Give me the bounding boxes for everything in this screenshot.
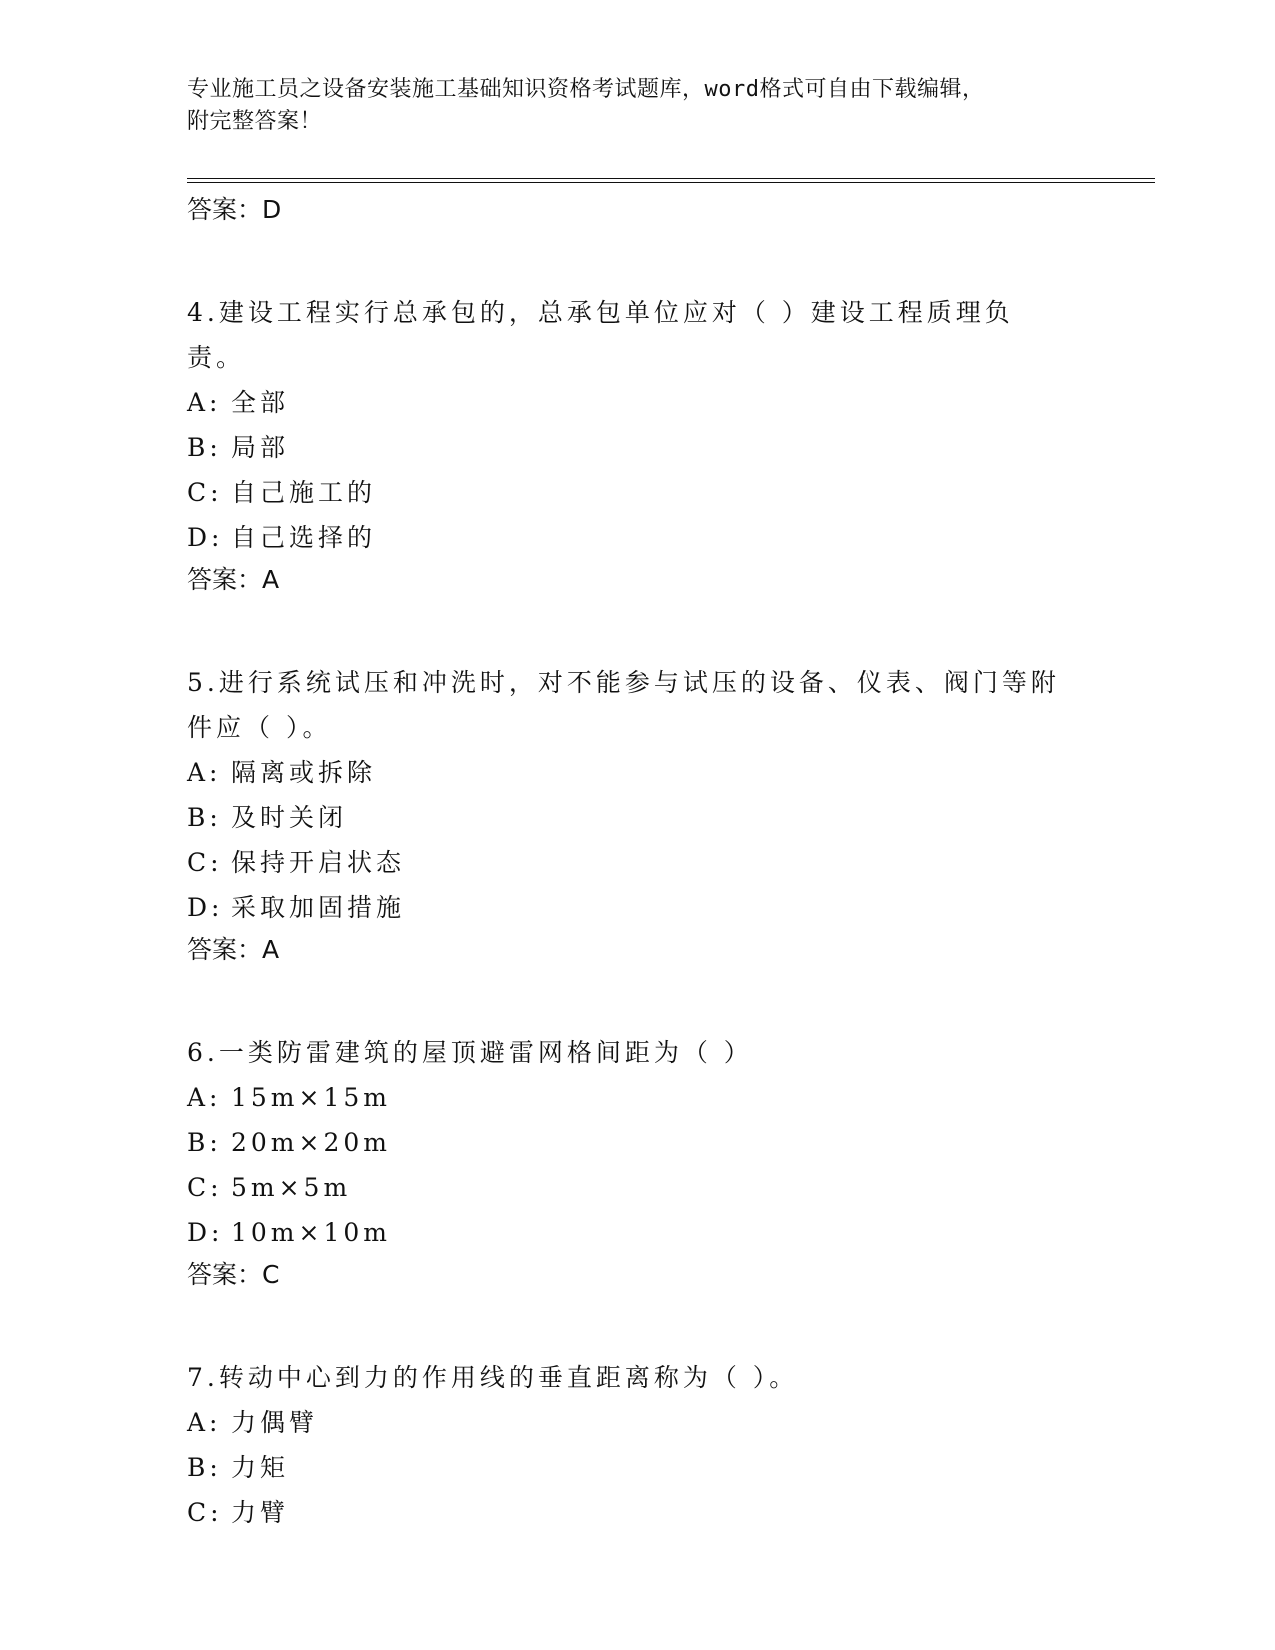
option-d xyxy=(187,885,1155,930)
option-letter: D: xyxy=(187,1218,224,1247)
option-text: 力矩 xyxy=(231,1453,290,1482)
spacer xyxy=(187,234,1155,290)
option-letter: C: xyxy=(187,1173,223,1202)
option-letter: A: xyxy=(187,758,222,787)
option-d xyxy=(187,515,1155,560)
option-c xyxy=(187,1490,1155,1535)
option-d xyxy=(187,1210,1155,1255)
option-text: 自己施工的 xyxy=(231,478,377,507)
option-c xyxy=(187,840,1155,885)
question-block-7 xyxy=(187,1355,1155,1535)
answer-line: 答案：A xyxy=(187,935,280,964)
option-letter: B: xyxy=(187,1128,222,1157)
answer-line: 答案：C xyxy=(187,1260,280,1289)
option-letter: A: xyxy=(187,1408,222,1437)
spacer xyxy=(187,1299,1155,1355)
header-divider xyxy=(187,178,1155,183)
option-b xyxy=(187,795,1155,840)
option-text: 自己选择的 xyxy=(231,523,377,552)
question-text: 7.转动中心到力的作用线的垂直距离称为（ ）。 xyxy=(187,1363,799,1392)
document-header xyxy=(187,74,1067,138)
question-block-4 xyxy=(187,290,1155,600)
option-a xyxy=(187,380,1155,425)
option-text: 力偶臂 xyxy=(231,1408,319,1437)
option-text: 力臂 xyxy=(231,1498,290,1527)
option-text: 5m×5m xyxy=(231,1173,352,1202)
header-line-1: 专业施工员之设备安装施工基础知识资格考试题库，word格式可自由下载编辑， xyxy=(187,77,985,102)
option-letter: C: xyxy=(187,848,223,877)
option-a xyxy=(187,1075,1155,1120)
option-text: 保持开启状态 xyxy=(231,848,406,877)
option-letter: B: xyxy=(187,433,222,462)
question-text: 5.进行系统试压和冲洗时，对不能参与试压的设备、仪表、阀门等附件应（ ）。 xyxy=(187,668,1060,742)
spacer xyxy=(187,604,1155,660)
option-text: 全部 xyxy=(231,388,290,417)
previous-answer: 答案：D xyxy=(187,195,282,224)
option-text: 及时关闭 xyxy=(231,803,348,832)
option-letter: B: xyxy=(187,1453,222,1482)
answer-line: 答案：A xyxy=(187,565,280,594)
option-text: 10m×10m xyxy=(231,1218,391,1247)
spacer xyxy=(187,974,1155,1030)
option-text: 20m×20m xyxy=(231,1128,391,1157)
option-text: 局部 xyxy=(231,433,290,462)
question-list xyxy=(187,190,1155,1535)
option-b xyxy=(187,425,1155,470)
question-block-5 xyxy=(187,660,1155,970)
option-letter: D: xyxy=(187,523,224,552)
option-letter: B: xyxy=(187,803,222,832)
option-b xyxy=(187,1445,1155,1490)
option-text: 15m×15m xyxy=(231,1083,391,1112)
question-text: 6.一类防雷建筑的屋顶避雷网格间距为（ ） xyxy=(187,1038,753,1067)
option-letter: C: xyxy=(187,478,223,507)
option-letter: A: xyxy=(187,1083,222,1112)
option-a xyxy=(187,1400,1155,1445)
header-line-2: 附完整答案！ xyxy=(187,109,323,134)
question-text: 4.建设工程实行总承包的，总承包单位应对（ ）建设工程质理负责。 xyxy=(187,298,1014,372)
option-text: 采取加固措施 xyxy=(231,893,406,922)
option-c xyxy=(187,470,1155,515)
option-letter: A: xyxy=(187,388,222,417)
question-block-6 xyxy=(187,1030,1155,1295)
option-text: 隔离或拆除 xyxy=(231,758,377,787)
option-a xyxy=(187,750,1155,795)
option-b xyxy=(187,1120,1155,1165)
option-c xyxy=(187,1165,1155,1210)
option-letter: C: xyxy=(187,1498,223,1527)
option-letter: D: xyxy=(187,893,224,922)
